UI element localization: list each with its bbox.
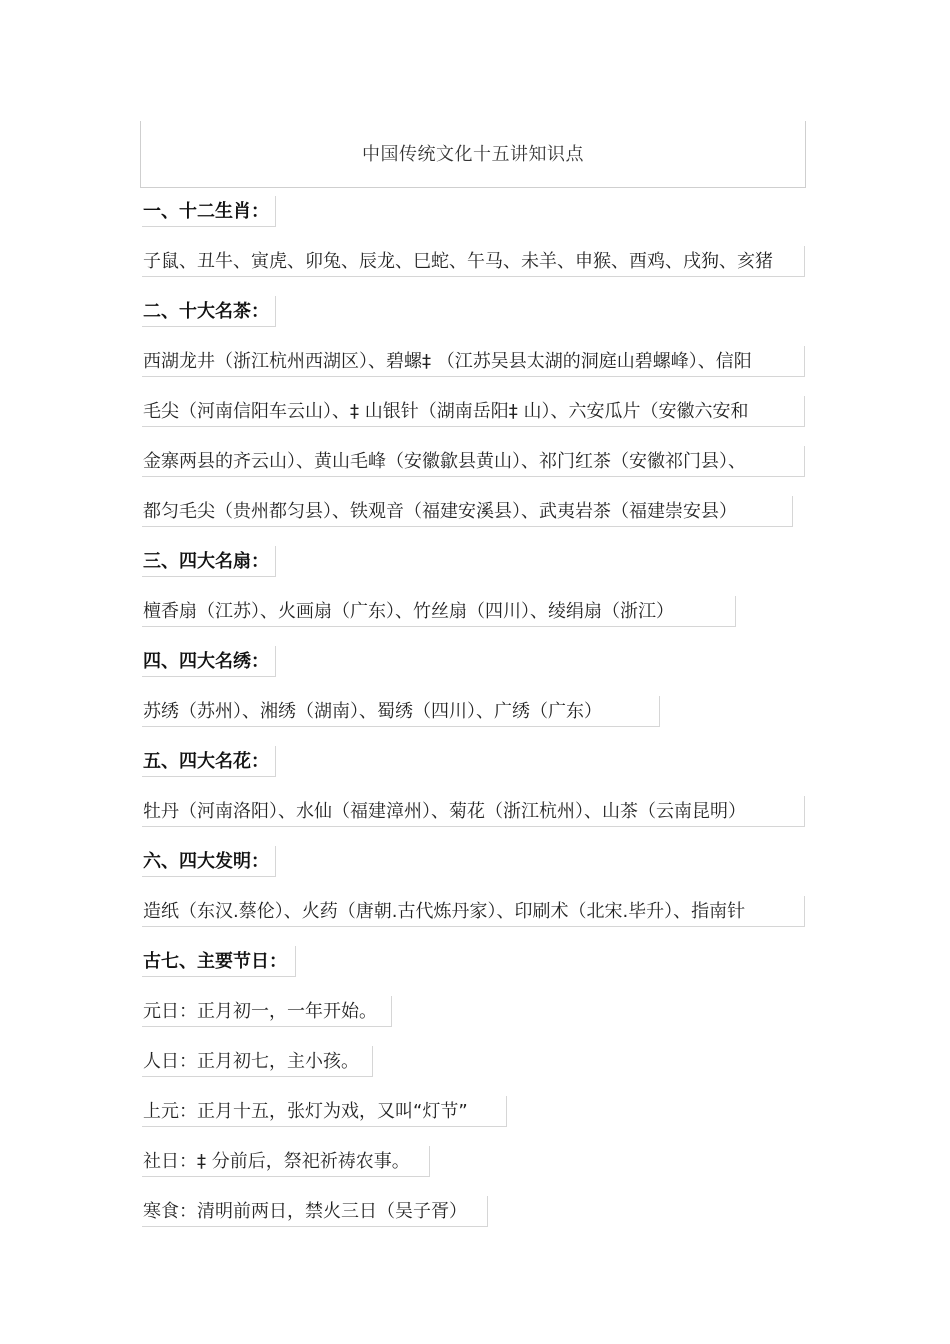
- text-line: 造纸（东汉.蔡伦）、火药（唐朝.古代炼丹家）、印刷术（北宋.毕升）、指南针: [142, 896, 805, 927]
- text-line: 子鼠、丑牛、寅虎、卯兔、辰龙、巳蛇、午马、未羊、申猴、酉鸡、戌狗、亥猪: [142, 246, 805, 277]
- heading-festivals: 古七、主要节日：: [142, 946, 296, 977]
- text-line: 都匀毛尖（贵州都匀县）、铁观音（福建安溪县）、武夷岩茶（福建崇安县）: [142, 496, 793, 527]
- text-line: 苏绣（苏州）、湘绣（湖南）、蜀绣（四川）、广绣（广东）: [142, 696, 660, 727]
- heading-inventions: 六、四大发明：: [142, 846, 276, 877]
- heading-teas: 二、十大名茶：: [142, 296, 276, 327]
- text-line: 人日：正月初七，主小孩。: [142, 1046, 373, 1077]
- document-title: 中国传统文化十五讲知识点: [362, 144, 584, 165]
- heading-flowers: 五、四大名花：: [142, 746, 276, 777]
- heading-fans: 三、四大名扇：: [142, 546, 276, 577]
- text-line: 上元：正月十五，张灯为戏，又叫“灯节”: [142, 1096, 507, 1127]
- text-line: 檀香扇（江苏）、火画扇（广东）、竹丝扇（四川）、绫绢扇（浙江）: [142, 596, 736, 627]
- text-line: 牡丹（河南洛阳）、水仙（福建漳州）、菊花（浙江杭州）、山茶（云南昆明）: [142, 796, 805, 827]
- heading-zodiac: 一、十二生肖：: [142, 196, 276, 227]
- text-line: 毛尖（河南信阳车云山）、‡ 山银针（湖南岳阳‡ 山）、六安瓜片（安徽六安和: [142, 396, 805, 427]
- text-line: 社日：‡ 分前后，祭祀祈祷农事。: [142, 1146, 430, 1177]
- text-line: 寒食：清明前两日，禁火三日（吴子胥）: [142, 1196, 488, 1227]
- text-line: 西湖龙井（浙江杭州西湖区）、碧螺‡ （江苏吴县太湖的洞庭山碧螺峰）、信阳: [142, 346, 805, 377]
- text-line: 金寨两县的齐云山）、黄山毛峰（安徽歙县黄山）、祁门红茶（安徽祁门县）、: [142, 446, 805, 477]
- heading-embroidery: 四、四大名绣：: [142, 646, 276, 677]
- document-title-box: [140, 121, 806, 188]
- text-line: 元日：正月初一，一年开始。: [142, 996, 392, 1027]
